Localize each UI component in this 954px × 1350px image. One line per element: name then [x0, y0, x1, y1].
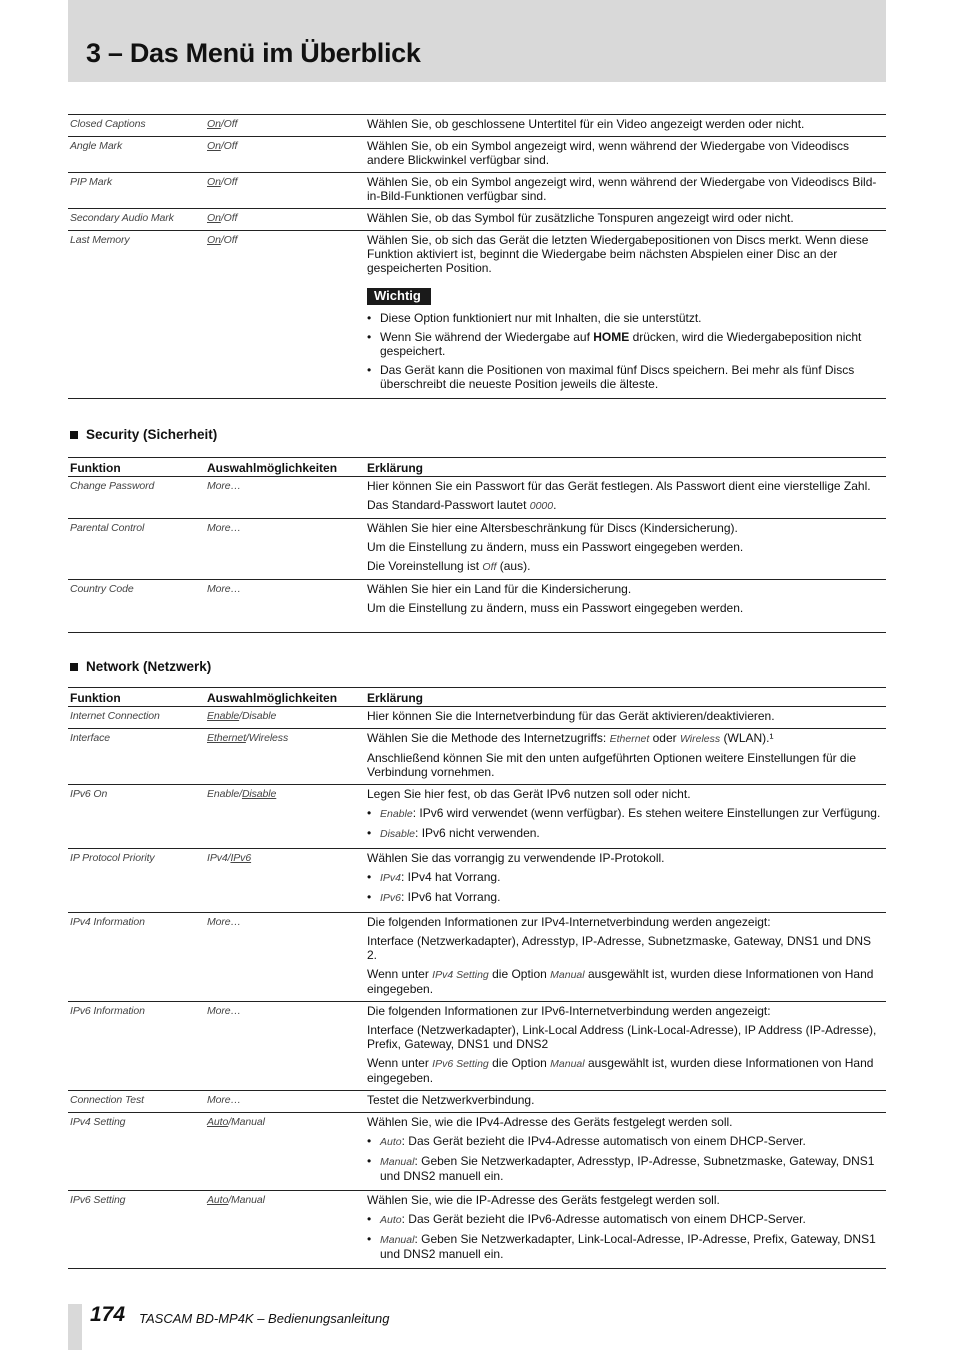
- table-row: [68, 173, 886, 209]
- description: Legen Sie hier fest, ob das Gerät IPv6 nutzen soll oder nicht. • Enable: IPv6 wird verwendet (wenn verfügbar). Es stehen weitere Einstellungen zur Verfügung. • Disable: IPv6 nicht verwenden.: [365, 785, 886, 849]
- function-name: IPv6 On: [68, 785, 205, 849]
- options: On/Off: [205, 209, 365, 231]
- table-row: [68, 849, 886, 913]
- options: Auto/Manual: [207, 1194, 265, 1206]
- table-row: [68, 137, 886, 173]
- function-name: Secondary Audio Mark: [68, 209, 205, 231]
- table-row: [68, 1113, 886, 1191]
- important-list: [367, 311, 884, 391]
- section-title-security: Security (Sicherheit): [68, 427, 886, 442]
- options: More…: [205, 477, 365, 519]
- options: More…: [205, 1091, 365, 1113]
- function-name: PIP Mark: [68, 173, 205, 209]
- table-row: [68, 729, 886, 785]
- options: Ethernet/Wireless: [205, 729, 365, 785]
- table-row: [68, 519, 886, 580]
- function-name: Angle Mark: [68, 137, 205, 173]
- function-name: Last Memory: [70, 234, 130, 246]
- table-row: [68, 1191, 886, 1269]
- list-item: • Wenn Sie während der Wiedergabe auf HOME drücken, wird die Wiedergabeposition nicht gespeichert.: [380, 330, 884, 358]
- options: IPv4/IPv6: [205, 849, 365, 913]
- description: Wählen Sie, ob ein Symbol angezeigt wird, wenn während der Wiedergabe von Videodiscs Bild-in-Bild-Funktionen verfügbar sind.: [365, 173, 886, 209]
- options: On/Off: [205, 173, 365, 209]
- options: Auto/Manual: [205, 1113, 365, 1191]
- function-name: Internet Connection: [68, 707, 205, 729]
- function-name: Parental Control: [68, 519, 205, 580]
- column-header-options: Auswahlmöglichkeiten: [205, 688, 365, 707]
- description: Wählen Sie, ob das Symbol für zusätzliche Tonspuren angezeigt wird oder nicht.: [365, 209, 886, 231]
- list-item: • Das Gerät kann die Positionen von maximal fünf Discs speichern. Bei mehr als fünf Discs überschreibt die neueste Position jeweils die älteste.: [380, 363, 884, 391]
- description: Die folgenden Informationen zur IPv6-Internetverbindung werden angezeigt: Interface (Netzwerkadapter), Link-Local Address (Link-Local-Adresse), IP Address (IP-Adresse), Prefix, Gateway, DNS1 und DNS2 Wenn unter IPv6 Setting die Option Manual ausgewählt ist, wurden diese Informationen von Hand eingegeben.: [365, 1002, 886, 1091]
- function-name: Closed Captions: [68, 115, 205, 137]
- function-name: Connection Test: [68, 1091, 205, 1113]
- important-badge: Wichtig: [367, 288, 431, 305]
- table-row: [68, 1002, 886, 1091]
- function-name: Interface: [68, 729, 205, 785]
- options: More…: [207, 583, 241, 595]
- table-row: [68, 913, 886, 1002]
- list-item: • Enable: IPv6 wird verwendet (wenn verfügbar). Es stehen weitere Einstellungen zur Verfügung.: [380, 806, 884, 821]
- function-name: IP Protocol Priority: [68, 849, 205, 913]
- description: Wählen Sie, wie die IP-Adresse des Geräts festgelegt werden soll. • Auto: Das Gerät bezieht die IPv6-Adresse automatisch von einem DHCP-Server. • Manual: Geben Sie Netzwerkadapter, Link-Local-Adresse, IP-Adresse, Prefix, Gateway, DNS1 und DNS2 manuell ein.: [365, 1191, 886, 1269]
- list-item: • Diese Option funktioniert nur mit Inhalten, die sie unterstützt.: [380, 311, 884, 325]
- page-number: 174: [90, 1303, 126, 1326]
- network-table: [68, 687, 886, 1269]
- page-content: [68, 114, 886, 1269]
- table-row: [68, 477, 886, 519]
- column-header-description: Erklärung: [365, 688, 886, 707]
- table-header-row: [68, 458, 886, 477]
- square-bullet-icon: [70, 663, 78, 671]
- column-header-function: Funktion: [68, 688, 205, 707]
- description: Die folgenden Informationen zur IPv4-Internetverbindung werden angezeigt: Interface (Netzwerkadapter), Adresstyp, IP-Adresse, Subnetzmaske, Gateway, DNS1 und DNS 2. Wenn unter IPv4 Setting die Option Manual ausgewählt ist, wurden diese Informationen von Hand eingegeben.: [365, 913, 886, 1002]
- list-item: • IPv6: IPv6 hat Vorrang.: [380, 890, 884, 905]
- list-item: • Auto: Das Gerät bezieht die IPv4-Adresse automatisch von einem DHCP-Server.: [380, 1134, 884, 1149]
- options: On/Off: [205, 115, 365, 137]
- table-header-row: [68, 688, 886, 707]
- table-row: [68, 580, 886, 633]
- description: Wählen Sie hier eine Altersbeschränkung für Discs (Kindersicherung). Um die Einstellung zu ändern, muss ein Passwort eingegeben werden. Die Voreinstellung ist Off (aus).: [365, 519, 886, 580]
- list-item: • Manual: Geben Sie Netzwerkadapter, Adresstyp, IP-Adresse, Subnetzmaske, Gateway, DNS1 und DNS2 manuell ein.: [380, 1154, 884, 1183]
- options: On/Off: [207, 234, 238, 246]
- list-item: • Manual: Geben Sie Netzwerkadapter, Link-Local-Adresse, IP-Adresse, Prefix, Gateway, DNS1 und DNS2 manuell ein.: [380, 1232, 884, 1261]
- column-header-function: Funktion: [68, 458, 205, 477]
- description: Wählen Sie, ob sich das Gerät die letzten Wiedergabepositionen von Discs merkt. Wenn diese Funktion aktiviert ist, beginnt die Wiedergabe beim nächsten Abspielen einer Disc an der gespeicherten Position. Wichtig • Diese Option funktioniert nur mit Inhalten, die sie unterstützt. • Wenn Sie während der Wiedergabe auf HOME drücken, wird die Wiedergabeposition nicht gespeichert. • Das Gerät kann die Positionen von maximal fünf Discs speichern. Bei mehr als fünf Discs überschreibt die neueste Position jeweils die älteste.: [365, 231, 886, 399]
- description: Wählen Sie, wie die IPv4-Adresse des Geräts festgelegt werden soll. • Auto: Das Gerät bezieht die IPv4-Adresse automatisch von einem DHCP-Server. • Manual: Geben Sie Netzwerkadapter, Adresstyp, IP-Adresse, Subnetzmaske, Gateway, DNS1 und DNS2 manuell ein.: [365, 1113, 886, 1191]
- function-name: IPv6 Setting: [70, 1194, 126, 1206]
- function-name: Country Code: [70, 583, 134, 595]
- section-title-network: Network (Netzwerk): [68, 659, 886, 674]
- list-item: • IPv4: IPv4 hat Vorrang.: [380, 870, 884, 885]
- table-row: [68, 1091, 886, 1113]
- description: Wählen Sie, ob geschlossene Untertitel für ein Video angezeigt werden oder nicht.: [365, 115, 886, 137]
- description: Wählen Sie das vorrangig zu verwendende IP-Protokoll. • IPv4: IPv4 hat Vorrang. • IPv6: IPv6 hat Vorrang.: [365, 849, 886, 913]
- description: Testet die Netzwerkverbindung.: [365, 1091, 886, 1113]
- description: Hier können Sie die Internetverbindung für das Gerät aktivieren/deaktivieren.: [365, 707, 886, 729]
- description: Hier können Sie ein Passwort für das Gerät festlegen. Als Passwort dient eine vierstellige Zahl. Das Standard-Passwort lautet 0000.: [365, 477, 886, 519]
- page-header: [68, 0, 886, 82]
- function-name: IPv6 Information: [68, 1002, 205, 1091]
- options: More…: [205, 519, 365, 580]
- list-item: • Disable: IPv6 nicht verwenden.: [380, 826, 884, 841]
- description: Wählen Sie die Methode des Internetzugriffs: Ethernet oder Wireless (WLAN).¹ Anschließend können Sie mit den unten aufgeführten Optionen weitere Einstellungen für die Verbindung vornehmen.: [365, 729, 886, 785]
- options: Enable/Disable: [205, 707, 365, 729]
- options: Enable/Disable: [205, 785, 365, 849]
- description: Wählen Sie, ob ein Symbol angezeigt wird, wenn während der Wiedergabe von Videodiscs andere Blickwinkel verfügbar sind.: [365, 137, 886, 173]
- options: On/Off: [205, 137, 365, 173]
- footer-bar: [68, 1304, 82, 1350]
- options: More…: [205, 913, 365, 1002]
- options: More…: [205, 1002, 365, 1091]
- table-row: [68, 209, 886, 231]
- function-name: IPv4 Setting: [68, 1113, 205, 1191]
- display-options-table: [68, 114, 886, 399]
- column-header-options: Auswahlmöglichkeiten: [205, 458, 365, 477]
- footer-text: TASCAM BD-MP4K – Bedienungsanleitung: [139, 1311, 390, 1326]
- table-row: [68, 785, 886, 849]
- table-row: [68, 707, 886, 729]
- page-title: 3 – Das Menü im Überblick: [86, 38, 421, 68]
- table-row: [68, 115, 886, 137]
- table-row: [68, 231, 886, 399]
- column-header-description: Erklärung: [365, 458, 886, 477]
- security-table: [68, 457, 886, 633]
- list-item: • Auto: Das Gerät bezieht die IPv6-Adresse automatisch von einem DHCP-Server.: [380, 1212, 884, 1227]
- function-name: Change Password: [68, 477, 205, 519]
- function-name: IPv4 Information: [68, 913, 205, 1002]
- square-bullet-icon: [70, 431, 78, 439]
- description: Wählen Sie hier ein Land für die Kindersicherung. Um die Einstellung zu ändern, muss ein Passwort eingegeben werden.: [367, 582, 744, 615]
